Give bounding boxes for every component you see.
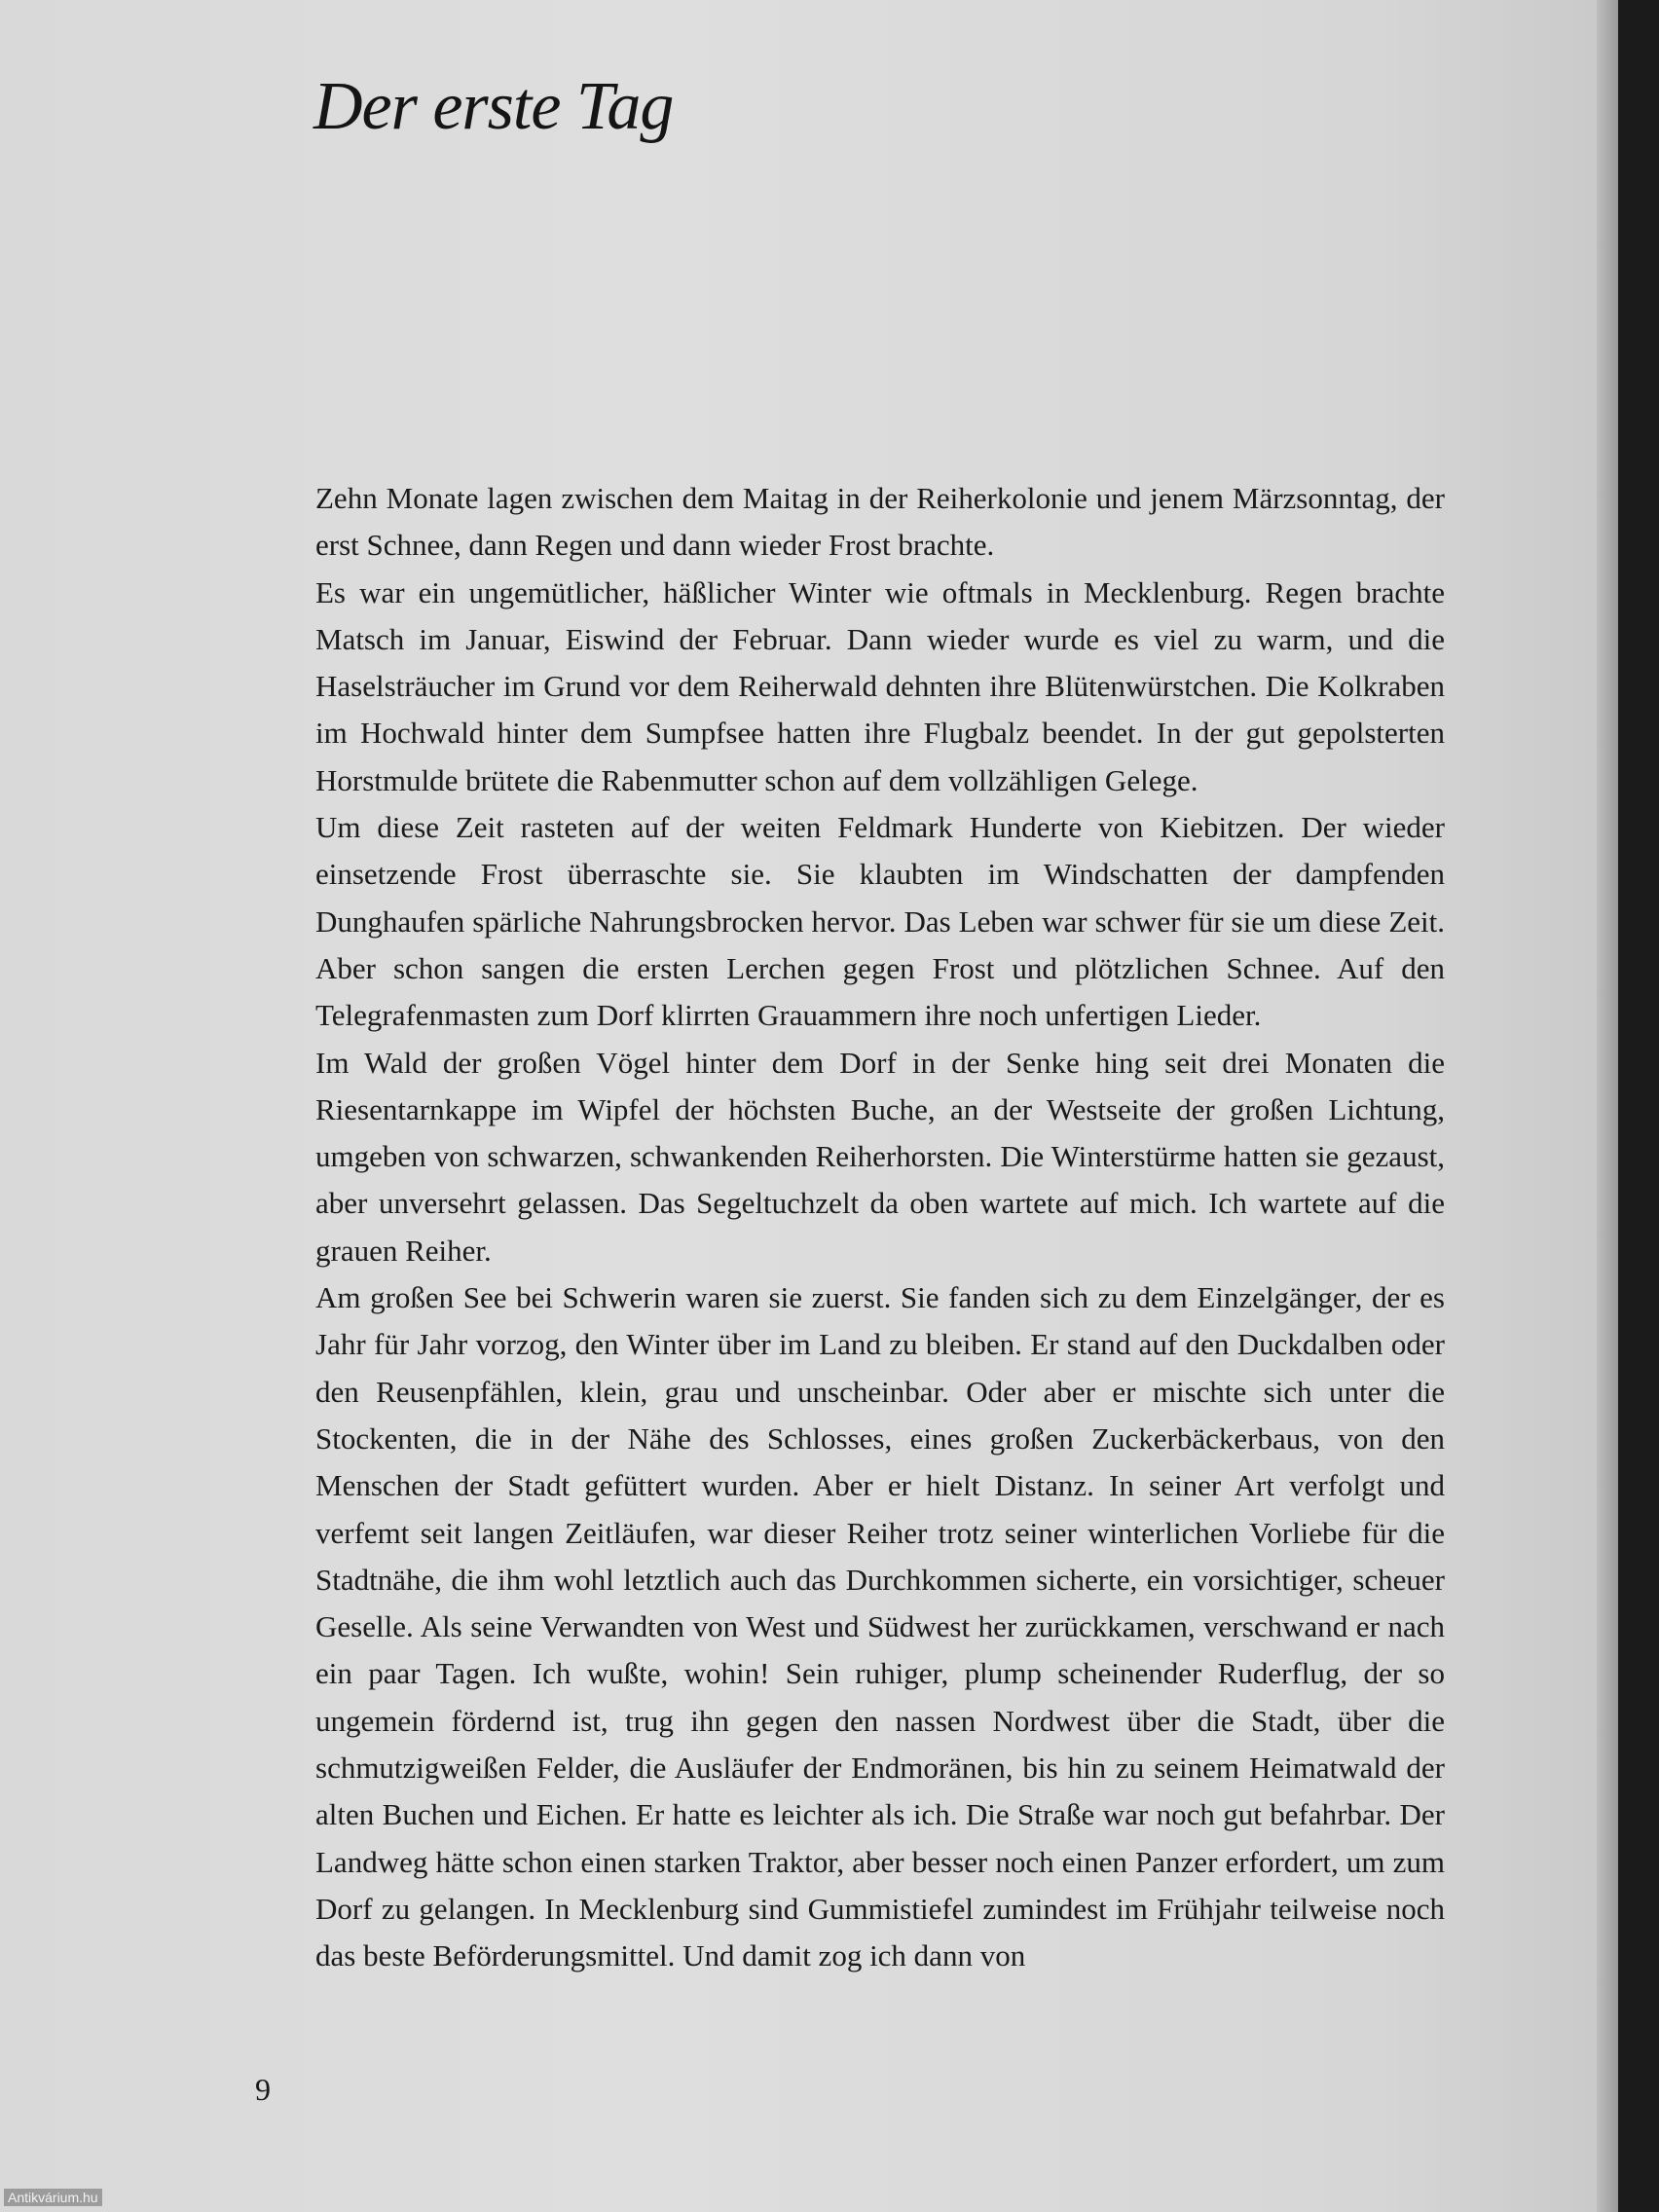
body-text [315,475,1445,1980]
paragraph: Zehn Monate lagen zwischen dem Maitag in der Reiherkolonie und jenem Märzsonntag, der erst Schnee, dann Regen und dann wieder Frost brachte. [315,481,1445,563]
paragraph: Es war ein ungemütlicher, häßlicher Winter wie oftmals in Mecklenburg. Regen brachte Matsch im Januar, Eiswind der Februar. Dann wieder wurde es viel zu warm, und die Haselsträucher im Grund vor dem Reiherwald dehnten ihre Blütenwürstchen. Die Kolkraben im Hochwald hinter dem Sumpfsee hatten ihre Flugbalz beendet. In der gut gepolsterten Horstmulde brütete die Rabenmutter schon auf dem vollzähligen Gelege. [315,574,1445,797]
page-number: 9 [255,2072,271,2107]
paragraph: Um diese Zeit rasteten auf der weiten Feldmark Hunderte von Kiebitzen. Der wieder einsetzende Frost überraschte sie. Sie klaubten im Windschatten der dampfenden Dunghaufen spärliche Nahrungsbrocken hervor. Das Leben war schwer für sie um diese Zeit. Aber schon sangen die ersten Lerchen gegen Frost und plötzlichen Schnee. Auf den Telegrafenmasten zum Dorf klirrten Grauammern ihre noch unfertigen Lieder. [315,810,1445,1033]
page-spine-shadow [1597,0,1618,2212]
paragraph: Am großen See bei Schwerin waren sie zuerst. Sie fanden sich zu dem Einzelgänger, der es Jahr für Jahr vorzog, den Winter über im Land zu bleiben. Er stand auf den Duckdalben oder den Reusenpfählen, klein, grau und unscheinbar. Oder aber er mischte sich unter die Stockenten, die in der Nähe des Schlosses, eines großen Zuckerbäckerbaus, von den Menschen der Stadt gefüttert wurden. Aber er hielt Distanz. In seiner Art verfolgt und verfemt seit langen Zeitläufen, war dieser Reiher trotz seiner winterlichen Vorliebe für die Stadtnähe, die ihm wohl letztlich auch das Durchkommen sicherte, ein vorsichtiger, scheuer Geselle. Als seine Verwandten von West und Südwest her zurückkamen, verschwand er nach ein paar Tagen. Ich wußte, wohin! Sein ruhiger, plump scheinender Ruderflug, der so ungemein fördernd ist, trug ihn gegen den nassen Nordwest über die Stadt, über die schmutzigweißen Felder, die Ausläufer der Endmoränen, bis hin zu seinem Heimatwald der alten Buchen und Eichen. Er hatte es leichter als ich. Die Straße war noch gut befahrbar. Der Landweg hätte schon einen starken Traktor, aber besser noch einen Panzer erfordert, um zum Dorf zu gelangen. In Mecklenburg sind Gummistiefel zumindest im Frühjahr teilweise noch das beste Beförderungsmittel. Und damit zog ich dann von [315,1280,1445,1973]
paragraph: Im Wald der großen Vögel hinter dem Dorf in der Senke hing seit drei Monaten die Riesentarnkappe im Wipfel der höchsten Buche, an der Westseite der großen Lichtung, umgeben von schwarzen, schwankenden Reiherhorsten. Die Winterstürme hatten sie gezaust, aber unversehrt gelassen. Das Segeltuchzelt da oben wartete auf mich. Ich wartete auf die grauen Reiher. [315,1045,1445,1268]
dark-background-edge [1618,0,1659,2212]
chapter-title: Der erste Tag [313,69,674,144]
watermark: Antikvárium.hu [4,2189,102,2206]
